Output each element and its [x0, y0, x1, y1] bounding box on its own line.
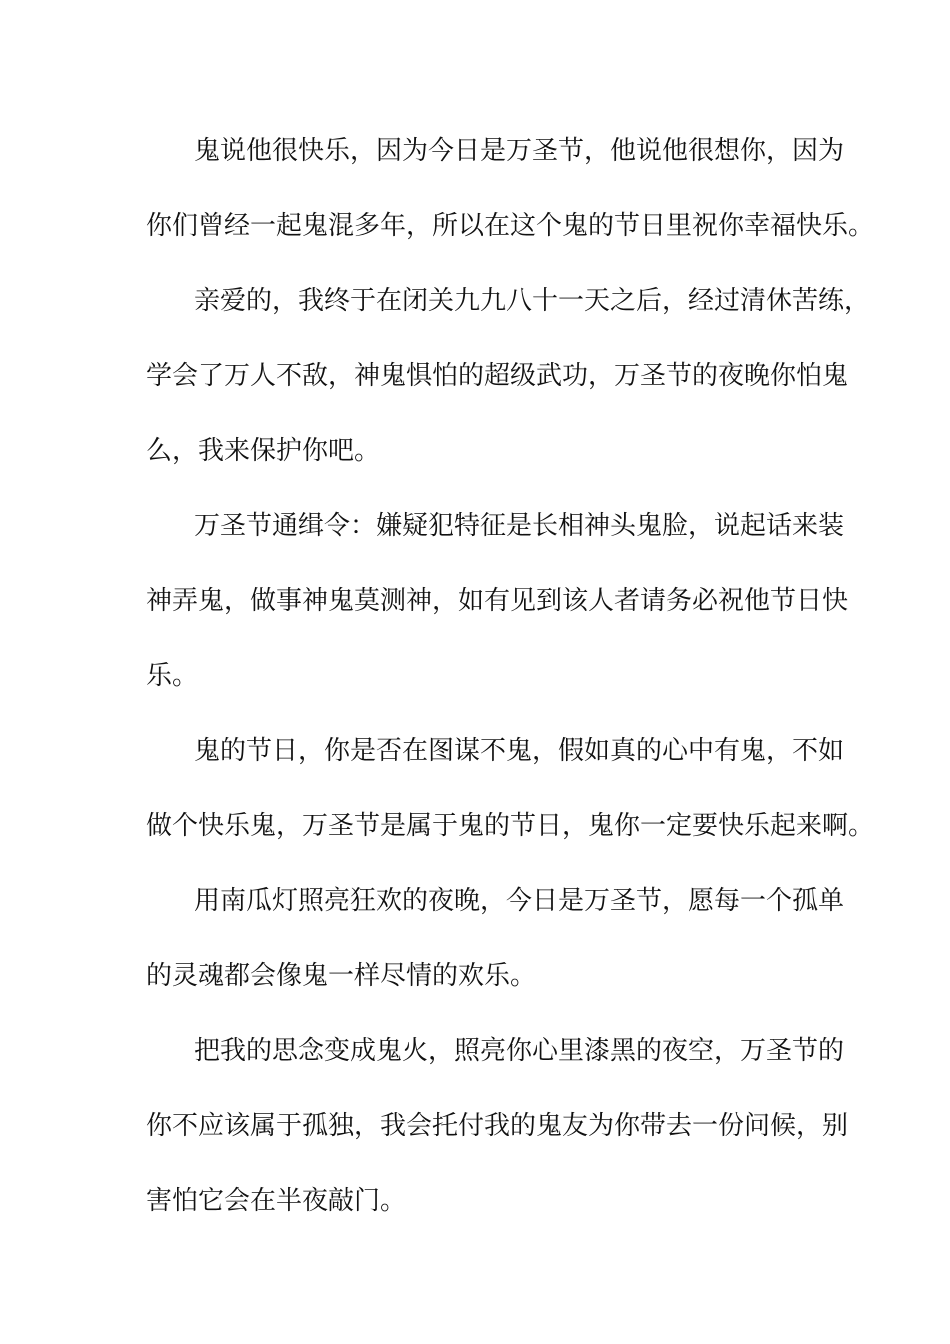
paragraph-5-line-2: 的灵魂都会像鬼一样尽情的欢乐。 — [146, 961, 537, 991]
paragraph-2-line-1: 亲爱的，我终于在闭关九九八十一天之后，经过清休苦练， — [194, 286, 871, 316]
paragraph-1-line-2: 你们曾经一起鬼混多年，所以在这个鬼的节日里祝你幸福快乐。 — [146, 211, 875, 241]
paragraph-1-line-1: 鬼说他很快乐，因为今日是万圣节，他说他很想你，因为 — [194, 136, 845, 166]
paragraph-6-line-2: 你不应该属于孤独，我会托付我的鬼友为你带去一份问候，别 — [146, 1111, 849, 1141]
paragraph-6-line-3: 害怕它会在半夜敲门。 — [146, 1186, 407, 1216]
paragraph-3-line-3: 乐。 — [146, 661, 199, 691]
paragraph-4-line-2: 做个快乐鬼，万圣节是属于鬼的节日，鬼你一定要快乐起来啊。 — [146, 811, 875, 841]
paragraph-2-line-3: 么，我来保护你吧。 — [146, 436, 381, 466]
paragraph-5-line-1: 用南瓜灯照亮狂欢的夜晚，今日是万圣节，愿每一个孤单 — [194, 886, 845, 916]
paragraph-6-line-1: 把我的思念变成鬼火，照亮你心里漆黑的夜空，万圣节的 — [194, 1036, 845, 1066]
paragraph-3-line-1: 万圣节通缉令：嫌疑犯特征是长相神头鬼脸，说起话来装 — [194, 511, 845, 541]
paragraph-2-line-2: 学会了万人不敌，神鬼惧怕的超级武功，万圣节的夜晚你怕鬼 — [146, 361, 849, 391]
paragraph-3-line-2: 神弄鬼，做事神鬼莫测神，如有见到该人者请务必祝他节日快 — [146, 586, 849, 616]
paragraph-4-line-1: 鬼的节日，你是否在图谋不鬼，假如真的心中有鬼，不如 — [194, 736, 845, 766]
